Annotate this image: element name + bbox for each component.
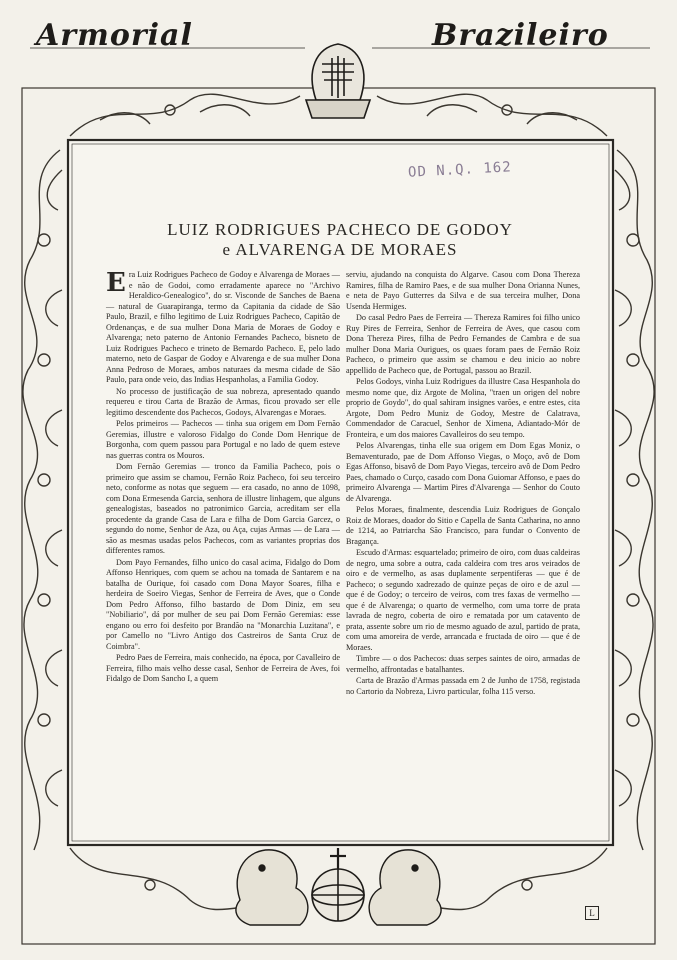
right-acanthus-scroll bbox=[615, 150, 654, 850]
catalog-mark: OD N.Q. 162 bbox=[407, 159, 513, 181]
paragraph: Pedro Paes de Ferreira, mais conhecido, na época, por Cavalleiro de Ferreira, filho mais velho desse casal, Senhor de Ferreira de Aves, foi Fidalgo de Dom Sancho I, a quem bbox=[106, 653, 340, 683]
drop-cap: E bbox=[106, 268, 126, 298]
paragraph: Pelos primeiros — Pachecos — tinha sua origem em Dom Fernão Geremias, illustre e valoroso Fidalgo do Conde Dom Henrique de Borgonha, com quem passou para Portugal e no lado de quem esteve nas guerras contra os Mouros. bbox=[106, 419, 340, 460]
masthead-left: Armorial bbox=[36, 18, 193, 53]
title-line-2: e ALVARENGA DE MORAES bbox=[222, 240, 458, 259]
paragraph: Dom Fernão Geremias — tronco da Familia Pacheco, pois o primeiro que assim se chamou, Fernão Roiz Pacheco, foi seu terceiro neto, conforme as notas que seguem — era casado, no anno de 1098, com Dona Ermesenda Garcia, senhora de illustre linhagem, que alguns genealogistas, baseados no patronimico Garcia, acreditam ser ella procedente da grande Casa de Lara e filha de Dom Garcia Garcez, o segundo do nome, Senhor de Aza, ou Aça, cujas Armas — de Lara — são as mesmas usadas pelos Pachecos, com as variantes proprias dos differentes ramos. bbox=[106, 462, 340, 555]
paragraph: Pelos Godoys, vinha Luiz Rodrigues da illustre Casa Hespanhola do mesmo nome que, diz Argote de Molina, "traen un origen del nobre proprio de Goydo", do qual sahiram insignes varões, e entre estes, cita Argote, Dom Pedro Muniz de Godoy, Mestre de Calatrava, Commendador de Caracuel, Senhor de Ximena, Adiantado-Mór de Fronteira, e um dos maiores Cavalleiros do seu tempo. bbox=[346, 377, 580, 439]
paragraph: Pelos Moraes, finalmente, descendia Luiz Rodrigues de Gonçalo Roiz de Moraes, doador do Sitio e Capella de Santa Catharina, no anno de 1214, ao Patriarcha São Francisco, para fundar o Convento de Bragança. bbox=[346, 505, 580, 546]
helmet-crest bbox=[306, 44, 370, 118]
paragraph: No processo de justificação de sua nobreza, apresentado quando requereu e tirou Carta de Brazão de Armas, ficou provado ser elle legitimo descendente dos Pachecos, Godoys, Alvarengas e Moraes. bbox=[106, 386, 340, 417]
paragraph: Pelos Alvarengas, tinha elle sua origem em Dom Egas Moniz, o Bemaventurado, pae de Dom Affonso Viegas, o Moço, avô de Dom Egas Affonso, bisavô de Dom Payo Viegas, terceiro avô de Dom Pedro Paes, chamado o Curço, casado com Dona Guiomar Affonso, e paes do primeiro Alvarenga — Martim Pires d'Alvarenga — Senhor do Couto de Alvarenga. bbox=[346, 441, 580, 503]
engraver-mark: L bbox=[585, 906, 599, 920]
globe-cross-ornament bbox=[312, 848, 364, 921]
left-acanthus-scroll bbox=[23, 150, 62, 850]
paragraph: Carta de Brazão d'Armas passada em 2 de Junho de 1758, registada no Cartorio da Nobreza, Livro particular, folha 115 verso. bbox=[346, 676, 580, 696]
paragraph: serviu, ajudando na conquista do Algarve. Casou com Dona Thereza Ramires, filha de Ramiro Paes, e de sua mulher Dona Orianna Nunes, e neta de Payo Gutterres da Silva e de sua terceira mulher, Dona Usenda Hermiges. bbox=[346, 270, 580, 311]
left-lion-ornament bbox=[236, 850, 308, 925]
title-line-1: LUIZ RODRIGUES PACHECO DE GODOY bbox=[167, 220, 513, 239]
text-column-right bbox=[346, 270, 580, 698]
paragraph: Timbre — o dos Pachecos: duas serpes saintes de oiro, armadas de vermelho, affrontadas e batalhantes. bbox=[346, 654, 580, 674]
masthead-right: Brazileiro bbox=[432, 18, 609, 53]
right-lion-ornament bbox=[369, 850, 441, 925]
text-column-left bbox=[106, 270, 340, 686]
paragraph: Do casal Pedro Paes de Ferreira — Thereza Ramires foi filho unico Ruy Pires de Ferreira, Senhor de Ferreira de Aves, que casou com Dona Thereza Pires, filha de Pedro Fernandes de Cambra e de sua mulher Dona Maria Ourigues, os quaes foram paes de Fernão Roiz Pacheco, o primeiro que assim se chamou e deu inicio ao nobre appellido de Pacheco que, de Portugal, passou ao Brazil. bbox=[346, 313, 580, 375]
paragraph: Era Luiz Rodrigues Pacheco de Godoy e Alvarenga de Moraes — e não de Godoi, como erradamente aparece no "Archivo Heraldico-Genealogico", do sr. Visconde de Sanches de Baena — natural de Guarapiranga, termo da Capitania da cidade de São Paulo, Brazil, e filho legitimo de Luiz Rodrigues Pacheco, Capitão de Ordenanças, e de sua mulher Dona Maria de Moraes de Godoy e Alvarenga; neto paterno de Antonio Fernandes Pacheco, bisneto de Luiz Rodrigues Pacheco e trineto de Bernardo Pacheco. E, pelo lado materno, neto de Gaspar de Godoy e Alvarenga e de sua mulher Dona Anna Pedroso de Moraes, ambos naturaes da mesma cidade de São Paulo, para onde veio, das Indias Hespanholas, a Familia Godoy. bbox=[106, 268, 340, 384]
paragraph: Escudo d'Armas: esquartelado; primeiro de oiro, com duas caldeiras de negro, uma sobre a outra, cada caldeira com tres aros veirados de oiro e de vermelho, as asas duplamente serpentiferas — que é de Pacheco; o segundo xadrezado de quinze peças de oiro e de azul — que é de Godoy; o terceiro de veiros, com tres faxas de vermelho — que é de Alvarenga; o quarto de vermelho, com uma torre de prata lavrada de negro, coberta de oiro e rematada por um catavento de prata, assente sobre um rio de mesmo aguado de azul, partido de prata, com uma amoreira de verde, arrancada e fructada de oiro — que é de Moraes. bbox=[346, 548, 580, 652]
paragraph: Dom Payo Fernandes, filho unico do casal acima, Fidalgo do Dom Affonso Henriques, com quem se achou na tomada de Santarem e na batalha de Ourique, foi casado com Dona Mayor Soares, filha e herdeira de Soeiro Viegas, Senhor de Ferreira de Aves, que o Conde Dom Pedro Affonso, filho bastardo de Dom Diniz, em seu "Nobiliario", dá por mulher de seu pai Dom Fernão Geremias: esse engano ou erro foi desfeito por Brandão na "Monarchia Luzitana", e por Camello no "Livro Antigo dos Castreiros de Santa Cruz de Coimbra". bbox=[106, 557, 340, 651]
